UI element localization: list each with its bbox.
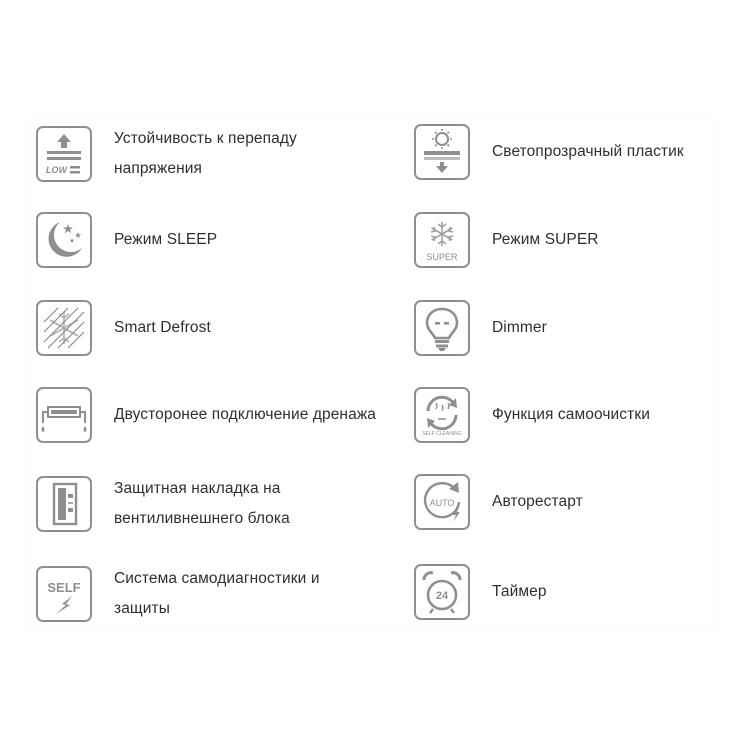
feature-label: Устойчивость к перепаду напряжения <box>114 130 297 177</box>
feature-super-mode <box>414 212 599 268</box>
feature-label: Двусторонее подключение дренажа <box>114 406 377 423</box>
lightbulb-icon <box>414 300 470 356</box>
self-cleaning-label: SELF CLEANING <box>422 431 462 437</box>
snowflake-super-icon <box>414 212 470 268</box>
feature-self-diagnostics <box>36 564 354 624</box>
feature-voltage-stability <box>36 124 354 184</box>
feature-self-cleaning <box>414 387 650 443</box>
feature-label: Таймер <box>492 583 547 600</box>
features-panel <box>30 118 714 628</box>
valve-cover-icon <box>36 476 92 532</box>
feature-label: Функция самоочистки <box>492 406 650 423</box>
low-voltage-icon <box>36 126 92 182</box>
feature-label: Авторестарт <box>492 493 583 510</box>
feature-label: Система самодиагностики и защиты <box>114 570 320 617</box>
self-cleaning-icon <box>414 387 470 443</box>
feature-smart-defrost <box>36 300 211 356</box>
feature-label: Режим SUPER <box>492 231 599 248</box>
feature-transparent-plastic <box>414 124 684 180</box>
moon-stars-icon <box>36 212 92 268</box>
transparent-plastic-icon <box>414 124 470 180</box>
self-diagnostics-icon <box>36 566 92 622</box>
autorestart-icon <box>414 474 470 530</box>
feature-dimmer <box>414 300 547 356</box>
feature-label: Smart Defrost <box>114 319 211 336</box>
low-label: LOW <box>46 165 67 175</box>
alarm-clock-icon <box>414 564 470 620</box>
self-label: SELF <box>47 580 81 595</box>
feature-label: Режим SLEEP <box>114 231 218 248</box>
drain-icon <box>36 387 92 443</box>
feature-autorestart <box>414 474 583 530</box>
super-label: SUPER <box>426 252 458 262</box>
feature-label: Светопрозрачный пластик <box>492 143 684 160</box>
timer-24-label: 24 <box>435 590 449 602</box>
feature-label: Защитная накладка на вентиливнешнего блока <box>114 480 290 527</box>
feature-two-way-drain <box>36 387 376 443</box>
auto-label: AUTO <box>429 498 455 508</box>
defrost-icon <box>36 300 92 356</box>
feature-label: Dimmer <box>492 319 547 336</box>
feature-valve-cover <box>36 474 334 534</box>
feature-timer <box>414 564 547 620</box>
feature-sleep-mode <box>36 212 217 268</box>
